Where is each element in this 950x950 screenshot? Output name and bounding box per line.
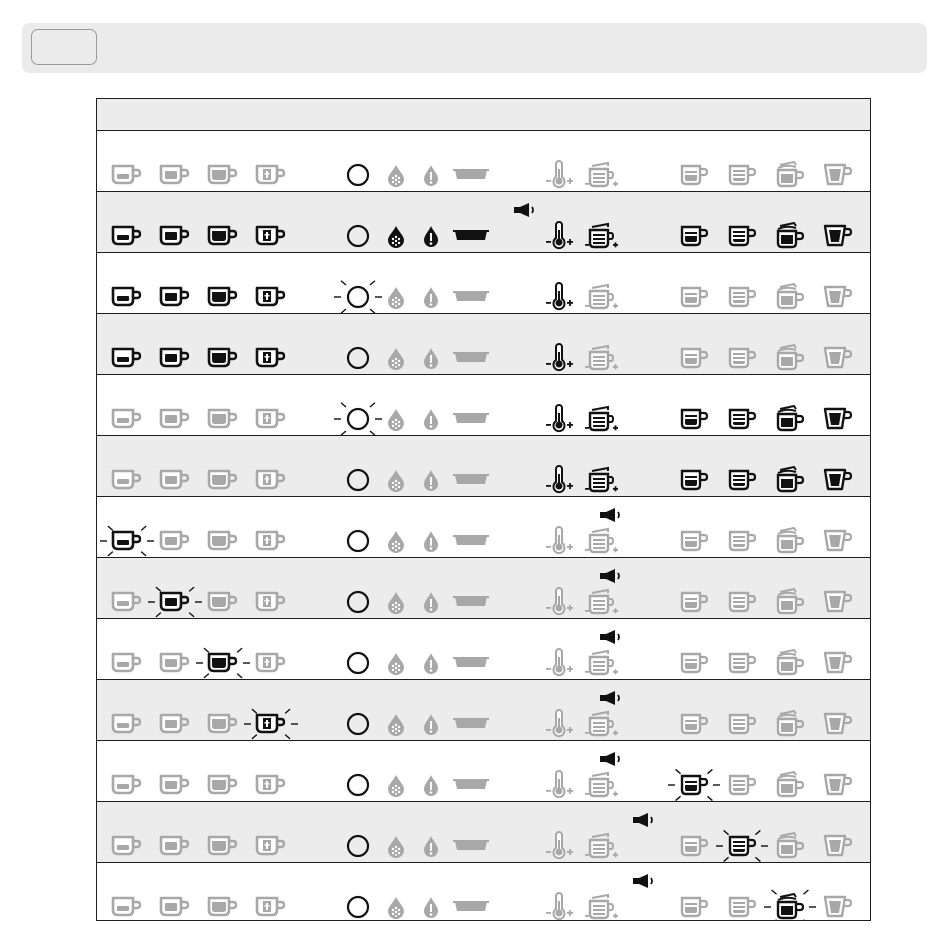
milk-cup-1-icon — [679, 407, 709, 431]
lungo-cup-icon — [207, 164, 239, 186]
coffee-cup-icon — [159, 286, 191, 308]
speaker-icon — [599, 569, 623, 583]
temperature-icon — [545, 893, 575, 921]
hot-water-cup-icon — [255, 408, 287, 430]
power-ring-icon — [345, 406, 371, 432]
milk-cup-4-icon — [823, 773, 853, 797]
lungo-cup-icon — [207, 896, 239, 918]
milk-cup-2-icon — [727, 895, 757, 919]
milk-cup-1-icon — [679, 468, 709, 492]
bean-drop-icon — [385, 590, 407, 614]
milk-cup-3-icon — [775, 466, 805, 494]
milk-cup-2-icon — [727, 346, 757, 370]
temperature-icon — [545, 405, 575, 433]
hot-water-cup-icon — [255, 713, 287, 735]
lungo-cup-icon — [207, 347, 239, 369]
speaker-icon — [599, 752, 623, 766]
bean-drop-icon — [385, 285, 407, 309]
lungo-cup-icon — [207, 591, 239, 613]
coffee-cup-icon — [159, 591, 191, 613]
drip-tray-icon — [453, 289, 489, 305]
power-ring-icon — [345, 284, 371, 310]
milk-cup-3-icon — [775, 161, 805, 189]
table-row — [97, 497, 870, 558]
power-ring-icon — [345, 833, 371, 859]
temperature-icon — [545, 161, 575, 189]
milk-cup-4-icon — [823, 468, 853, 492]
milk-cup-3-icon — [775, 649, 805, 677]
milk-cup-1-icon — [679, 773, 709, 797]
milk-cup-3-icon — [775, 527, 805, 555]
hot-water-cup-icon — [255, 896, 287, 918]
table-row — [97, 558, 870, 619]
milk-cup-1-icon — [679, 529, 709, 553]
indicator-table — [96, 98, 871, 921]
coffee-cup-icon — [159, 530, 191, 552]
temperature-icon — [545, 649, 575, 677]
top-toolbar — [22, 23, 927, 73]
milk-cup-4-icon — [823, 346, 853, 370]
temperature-icon — [545, 222, 575, 250]
hot-water-cup-icon — [255, 225, 287, 247]
espresso-cup-icon — [111, 713, 143, 735]
lungo-cup-icon — [207, 530, 239, 552]
coffee-cup-icon — [159, 347, 191, 369]
milk-cup-3-icon — [775, 405, 805, 433]
alert-drop-icon — [421, 590, 441, 614]
espresso-cup-icon — [111, 591, 143, 613]
power-ring-icon — [345, 589, 371, 615]
drip-tray-icon — [453, 838, 489, 854]
table-row — [97, 802, 870, 863]
milk-cup-4-icon — [823, 590, 853, 614]
hot-water-cup-icon — [255, 835, 287, 857]
power-ring-icon — [345, 223, 371, 249]
alert-drop-icon — [421, 651, 441, 675]
hot-water-cup-icon — [255, 652, 287, 674]
drip-tray-icon — [453, 533, 489, 549]
bean-drop-icon — [385, 712, 407, 736]
milk-cup-1-icon — [679, 712, 709, 736]
bean-drop-icon — [385, 163, 407, 187]
power-ring-icon — [345, 528, 371, 554]
alert-drop-icon — [421, 529, 441, 553]
espresso-cup-icon — [111, 408, 143, 430]
table-row — [97, 192, 870, 253]
milk-cup-3-icon — [775, 283, 805, 311]
table-header — [97, 99, 870, 131]
milk-cup-1-icon — [679, 834, 709, 858]
drip-tray-icon — [453, 350, 489, 366]
alert-drop-icon — [421, 163, 441, 187]
milk-cup-2-icon — [727, 773, 757, 797]
milk-cup-3-icon — [775, 771, 805, 799]
coffee-cup-icon — [159, 164, 191, 186]
milk-cup-4-icon — [823, 712, 853, 736]
espresso-cup-icon — [111, 347, 143, 369]
power-ring-icon — [345, 711, 371, 737]
espresso-cup-icon — [111, 286, 143, 308]
bean-drop-icon — [385, 224, 407, 248]
espresso-cup-icon — [111, 896, 143, 918]
descale-cup-icon — [585, 527, 619, 555]
milk-cup-3-icon — [775, 588, 805, 616]
drip-tray-icon — [453, 777, 489, 793]
temperature-icon — [545, 588, 575, 616]
milk-cup-4-icon — [823, 224, 853, 248]
descale-cup-icon — [585, 222, 619, 250]
drip-tray-icon — [453, 655, 489, 671]
power-ring-icon — [345, 894, 371, 920]
milk-cup-2-icon — [727, 590, 757, 614]
table-row — [97, 863, 870, 921]
milk-cup-1-icon — [679, 285, 709, 309]
milk-cup-4-icon — [823, 651, 853, 675]
alert-drop-icon — [421, 895, 441, 919]
coffee-cup-icon — [159, 835, 191, 857]
table-row — [97, 741, 870, 802]
descale-cup-icon — [585, 344, 619, 372]
espresso-cup-icon — [111, 164, 143, 186]
alert-drop-icon — [421, 834, 441, 858]
milk-cup-4-icon — [823, 163, 853, 187]
milk-cup-2-icon — [727, 407, 757, 431]
alert-drop-icon — [421, 224, 441, 248]
milk-cup-2-icon — [727, 529, 757, 553]
espresso-cup-icon — [111, 469, 143, 491]
milk-cup-2-icon — [727, 285, 757, 309]
coffee-cup-icon — [159, 713, 191, 735]
hot-water-cup-icon — [255, 469, 287, 491]
lungo-cup-icon — [207, 652, 239, 674]
temperature-icon — [545, 832, 575, 860]
descale-cup-icon — [585, 710, 619, 738]
descale-cup-icon — [585, 405, 619, 433]
milk-cup-3-icon — [775, 344, 805, 372]
hot-water-cup-icon — [255, 774, 287, 796]
alert-drop-icon — [421, 346, 441, 370]
speaker-icon — [632, 874, 656, 888]
milk-cup-2-icon — [727, 712, 757, 736]
milk-cup-2-icon — [727, 224, 757, 248]
coffee-cup-icon — [159, 469, 191, 491]
milk-cup-3-icon — [775, 893, 805, 921]
milk-cup-1-icon — [679, 163, 709, 187]
drip-tray-icon — [453, 716, 489, 732]
drip-tray-icon — [453, 411, 489, 427]
alert-drop-icon — [421, 407, 441, 431]
milk-cup-2-icon — [727, 468, 757, 492]
temperature-icon — [545, 771, 575, 799]
descale-cup-icon — [585, 161, 619, 189]
milk-cup-1-icon — [679, 651, 709, 675]
lungo-cup-icon — [207, 774, 239, 796]
lungo-cup-icon — [207, 286, 239, 308]
milk-cup-1-icon — [679, 346, 709, 370]
power-ring-icon — [345, 467, 371, 493]
lungo-cup-icon — [207, 469, 239, 491]
table-row — [97, 680, 870, 741]
hot-water-cup-icon — [255, 591, 287, 613]
hot-water-cup-icon — [255, 164, 287, 186]
power-ring-icon — [345, 772, 371, 798]
hot-water-cup-icon — [255, 347, 287, 369]
milk-cup-4-icon — [823, 834, 853, 858]
temperature-icon — [545, 527, 575, 555]
milk-cup-3-icon — [775, 710, 805, 738]
milk-cup-1-icon — [679, 590, 709, 614]
descale-cup-icon — [585, 832, 619, 860]
power-ring-icon — [345, 162, 371, 188]
espresso-cup-icon — [111, 225, 143, 247]
milk-cup-3-icon — [775, 222, 805, 250]
milk-cup-4-icon — [823, 285, 853, 309]
descale-cup-icon — [585, 588, 619, 616]
table-row — [97, 436, 870, 497]
alert-drop-icon — [421, 468, 441, 492]
lungo-cup-icon — [207, 225, 239, 247]
milk-cup-4-icon — [823, 407, 853, 431]
milk-cup-3-icon — [775, 832, 805, 860]
table-row — [97, 131, 870, 192]
descale-cup-icon — [585, 893, 619, 921]
drip-tray-icon — [453, 899, 489, 915]
lungo-cup-icon — [207, 835, 239, 857]
hot-water-cup-icon — [255, 530, 287, 552]
espresso-cup-icon — [111, 835, 143, 857]
descale-cup-icon — [585, 283, 619, 311]
temperature-icon — [545, 344, 575, 372]
alert-drop-icon — [421, 285, 441, 309]
coffee-cup-icon — [159, 652, 191, 674]
lungo-cup-icon — [207, 713, 239, 735]
descale-cup-icon — [585, 771, 619, 799]
milk-cup-1-icon — [679, 895, 709, 919]
drip-tray-icon — [453, 228, 489, 244]
alert-drop-icon — [421, 773, 441, 797]
coffee-cup-icon — [159, 774, 191, 796]
toolbar-button[interactable] — [31, 29, 97, 65]
temperature-icon — [545, 283, 575, 311]
espresso-cup-icon — [111, 774, 143, 796]
milk-cup-4-icon — [823, 895, 853, 919]
coffee-cup-icon — [159, 896, 191, 918]
milk-cup-4-icon — [823, 529, 853, 553]
milk-cup-2-icon — [727, 834, 757, 858]
alert-drop-icon — [421, 712, 441, 736]
bean-drop-icon — [385, 834, 407, 858]
table-row — [97, 253, 870, 314]
power-ring-icon — [345, 345, 371, 371]
drip-tray-icon — [453, 594, 489, 610]
descale-cup-icon — [585, 649, 619, 677]
speaker-icon — [632, 813, 656, 827]
descale-cup-icon — [585, 466, 619, 494]
milk-cup-2-icon — [727, 163, 757, 187]
drip-tray-icon — [453, 167, 489, 183]
table-row — [97, 314, 870, 375]
milk-cup-1-icon — [679, 224, 709, 248]
speaker-icon — [599, 630, 623, 644]
espresso-cup-icon — [111, 530, 143, 552]
table-row — [97, 375, 870, 436]
power-ring-icon — [345, 650, 371, 676]
milk-cup-2-icon — [727, 651, 757, 675]
bean-drop-icon — [385, 773, 407, 797]
bean-drop-icon — [385, 407, 407, 431]
coffee-cup-icon — [159, 225, 191, 247]
speaker-icon — [599, 508, 623, 522]
coffee-cup-icon — [159, 408, 191, 430]
hot-water-cup-icon — [255, 286, 287, 308]
temperature-icon — [545, 466, 575, 494]
speaker-icon — [599, 691, 623, 705]
drip-tray-icon — [453, 472, 489, 488]
speaker-icon — [513, 203, 537, 217]
lungo-cup-icon — [207, 408, 239, 430]
temperature-icon — [545, 710, 575, 738]
bean-drop-icon — [385, 346, 407, 370]
espresso-cup-icon — [111, 652, 143, 674]
bean-drop-icon — [385, 529, 407, 553]
bean-drop-icon — [385, 651, 407, 675]
bean-drop-icon — [385, 895, 407, 919]
table-row — [97, 619, 870, 680]
bean-drop-icon — [385, 468, 407, 492]
